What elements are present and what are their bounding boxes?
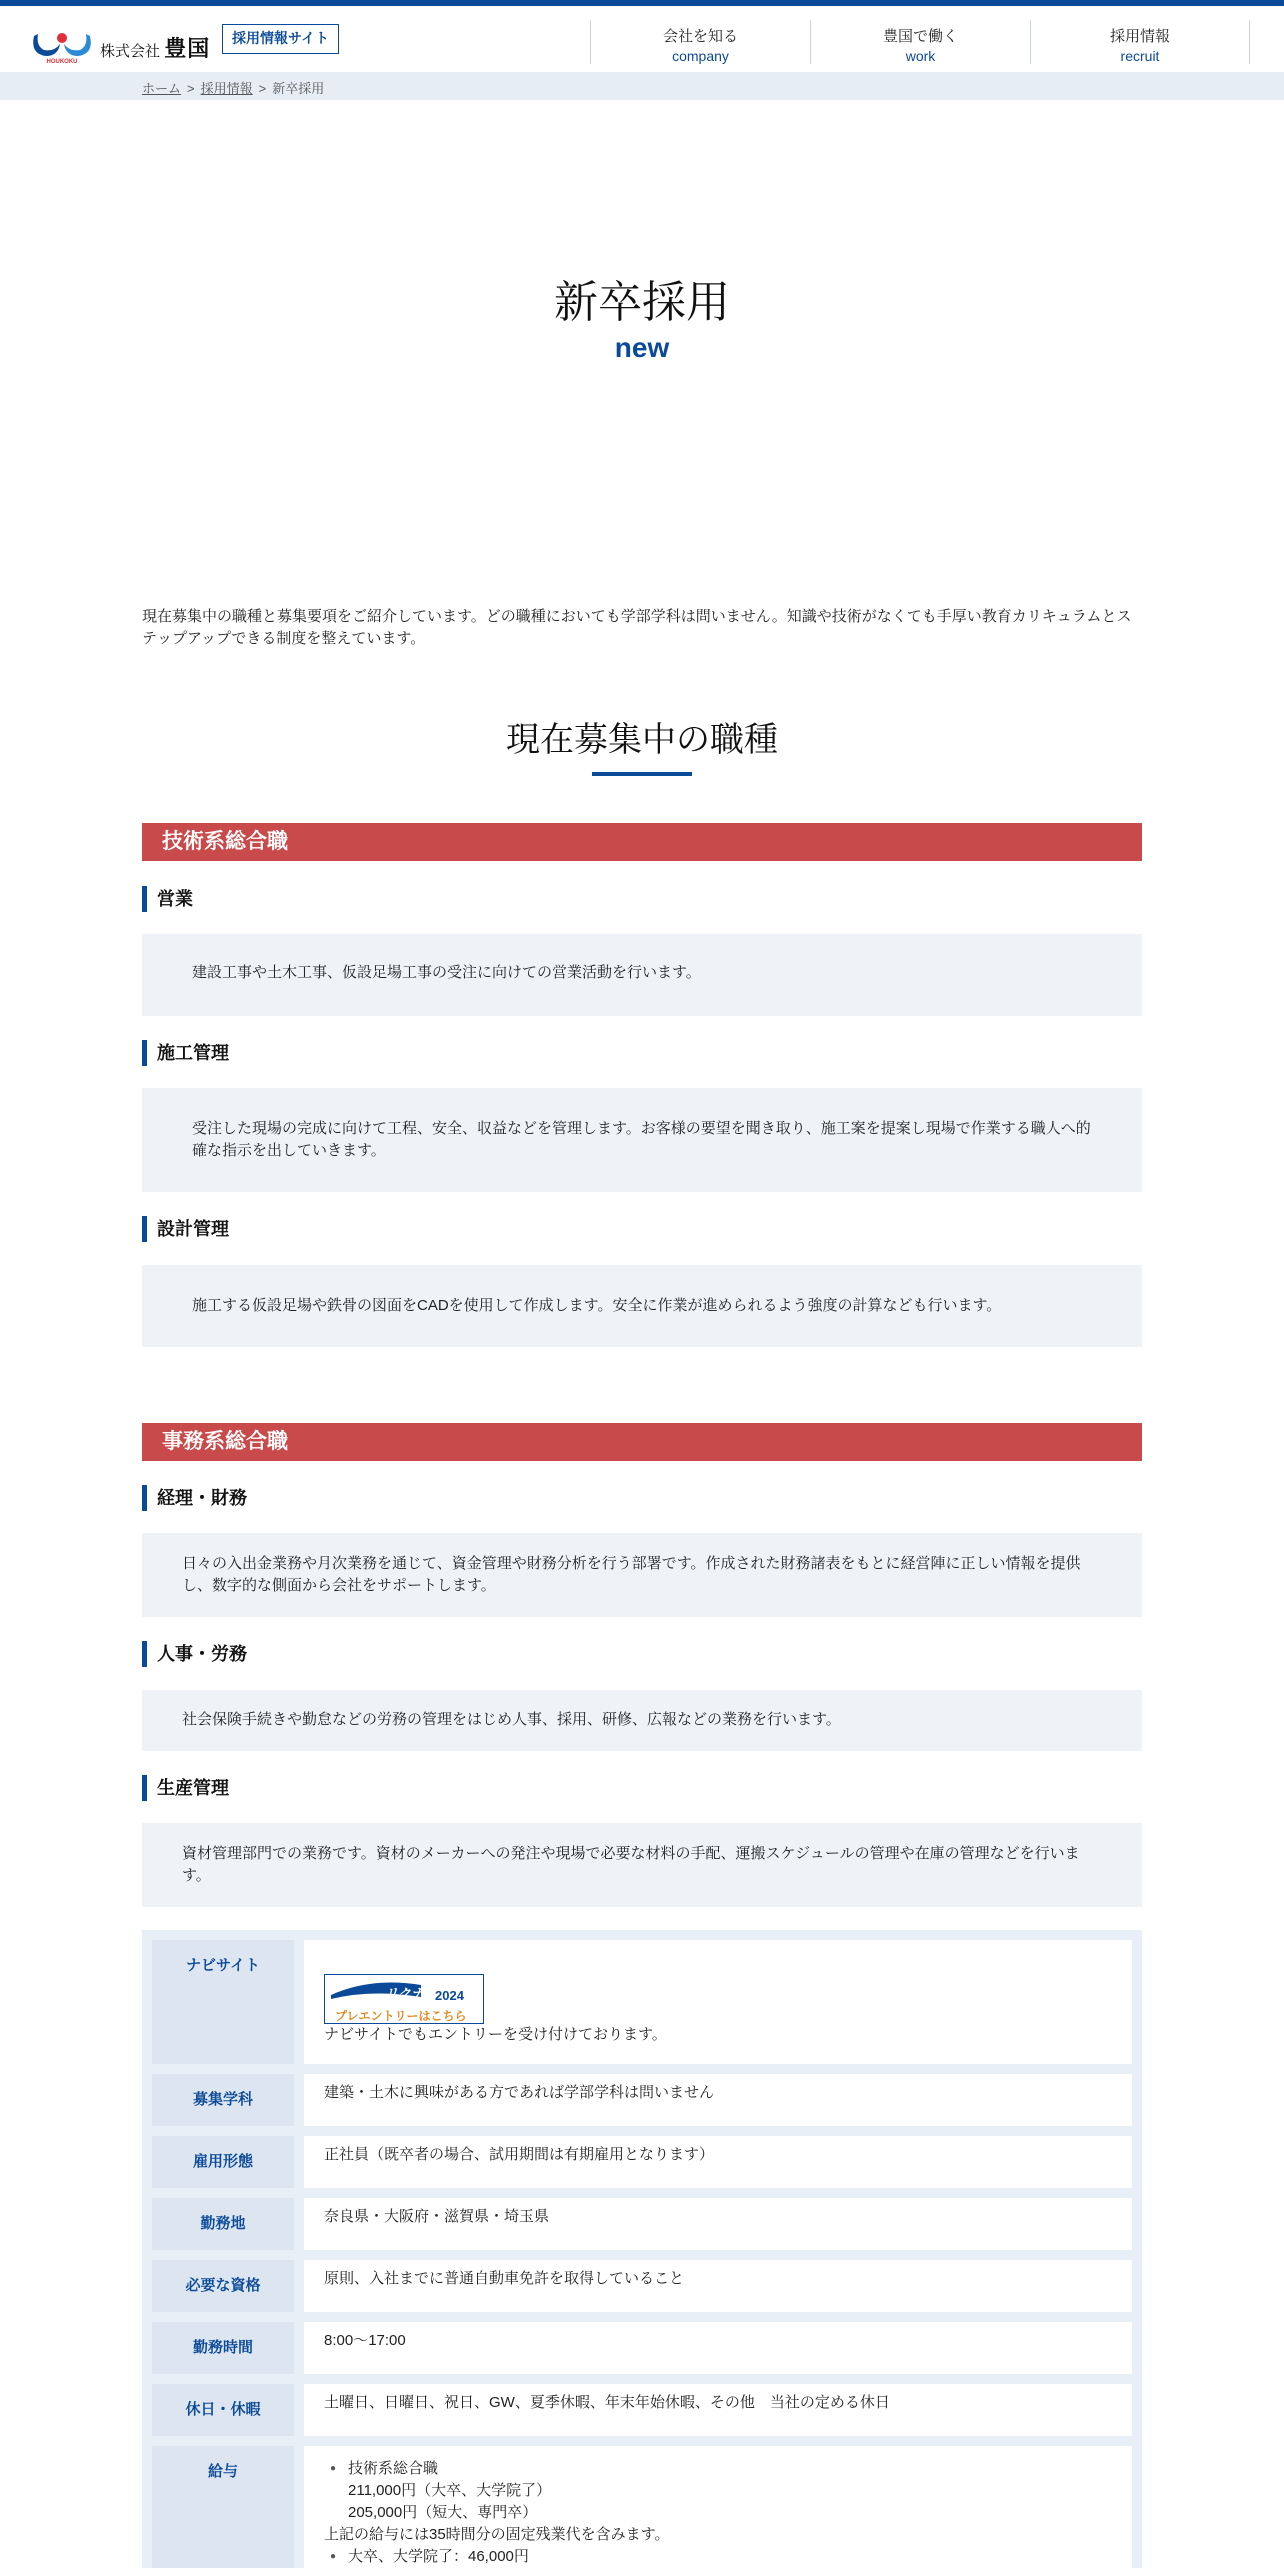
row-label: 必要な資格 xyxy=(152,2260,294,2312)
company-prefix: 株式会社 xyxy=(100,43,161,60)
job-description: 建設工事や土木工事、仮設足場工事の受注に向けての営業活動を行います。 xyxy=(192,964,701,981)
global-nav xyxy=(590,20,1250,64)
job-description-box xyxy=(142,1823,1142,1907)
row-label: 雇用形態 xyxy=(152,2136,294,2188)
salary-line: 211,000円（大卒、大学院了） xyxy=(348,2482,552,2499)
rikunabi-year: 2024 xyxy=(435,1988,464,2003)
row-value: 原則、入社までに普通自動車免許を取得していること xyxy=(304,2260,1132,2312)
job-description-box xyxy=(142,1690,1142,1751)
nav-item-label: 会社を知る xyxy=(662,28,738,45)
breadcrumb-separator: > xyxy=(258,81,267,96)
breadcrumb-bar xyxy=(0,72,1284,100)
nav-item-sublabel: recruit xyxy=(1120,48,1160,64)
site-header xyxy=(0,6,1284,72)
breadcrumb-separator: > xyxy=(187,81,195,96)
salary-note: 上記の給与には35時間分の固定残業代を含みます。 xyxy=(324,2526,670,2543)
recruit-site-badge[interactable]: 採用情報サイト xyxy=(222,24,339,54)
job-description-box xyxy=(142,1265,1142,1347)
page-title: 新卒採用 xyxy=(554,278,730,327)
row-value: 正社員（既卒者の場合、試用期間は有期雇用となります） xyxy=(304,2136,1132,2188)
category-header: 事務系総合職 xyxy=(142,1423,1142,1461)
navi-note: ナビサイトでもエントリーを受け付けております。 xyxy=(324,2026,667,2043)
nav-item-company[interactable] xyxy=(590,20,810,64)
job-title: 施工管理 xyxy=(142,1040,229,1066)
company-name[interactable] xyxy=(100,32,210,63)
table-row xyxy=(152,2322,1132,2374)
page-subtitle: new xyxy=(614,332,670,363)
row-label: 休日・休暇 xyxy=(152,2384,294,2436)
salary-line: 205,000円（短大、専門卒） xyxy=(348,2504,538,2521)
job-title: 設計管理 xyxy=(142,1216,229,1242)
table-row xyxy=(152,1940,1132,2064)
table-row xyxy=(152,2384,1132,2436)
company-name-main: 豊国 xyxy=(164,36,211,62)
job-description: 社会保険手続きや勤怠などの労務の管理をはじめ人事、採用、研修、広報などの業務を行います。 xyxy=(182,1711,841,1728)
salary-list xyxy=(324,2546,1112,2568)
job-description-box xyxy=(142,1533,1142,1617)
logo-mark-text: HOUKOKU xyxy=(46,59,78,64)
salary-list-item: ● 大卒、大学院了：46,000円 xyxy=(324,2546,1112,2568)
breadcrumb-recruit-link[interactable]: 採用情報 xyxy=(200,81,253,96)
nav-item-recruit[interactable] xyxy=(1030,20,1250,64)
nav-item-work[interactable] xyxy=(810,20,1030,64)
breadcrumb-home-link[interactable]: ホーム xyxy=(142,81,182,96)
job-description-box xyxy=(142,934,1142,1016)
job-title: 人事・労務 xyxy=(142,1641,247,1667)
nav-item-sublabel: company xyxy=(672,48,729,64)
rikunabi-logo-text: リクナビ xyxy=(385,1986,437,2001)
rikunabi-entry-banner[interactable] xyxy=(324,1974,484,2024)
row-value: 土曜日、日曜日、祝日、GW、夏季休暇、年末年始休暇、その他 当社の定める休日 xyxy=(304,2384,1132,2436)
rikunabi-entry-text: プレエントリーはこちら xyxy=(335,2009,467,2023)
job-description: 受注した現場の完成に向けて工程、安全、収益などを管理します。お客様の要望を聞き取り、施工案を提案し現場で作業する職人へ的確な指示を出していきます。 xyxy=(192,1120,1091,1159)
job-description: 施工する仮設足場や鉄骨の図面をCADを使用して作成します。安全に作業が進められるよう強度の計算なども行います。 xyxy=(192,1297,1002,1314)
breadcrumb-current: 新卒採用 xyxy=(272,81,325,96)
company-logo-icon[interactable] xyxy=(28,18,96,64)
job-description-box xyxy=(142,1088,1142,1192)
table-row xyxy=(152,2198,1132,2250)
nav-item-label: 採用情報 xyxy=(1109,28,1170,45)
row-value xyxy=(304,2446,1132,2568)
breadcrumb xyxy=(142,78,324,97)
nav-item-label: 豊国で働く xyxy=(882,28,958,45)
row-label: 勤務地 xyxy=(152,2198,294,2250)
section-title: 現在募集中の職種 xyxy=(506,721,778,759)
job-description: 資材管理部門での業務です。資材のメーカーへの発注や現場で必要な材料の手配、運搬スケジュールの管理や在庫の管理などを行います。 xyxy=(182,1845,1080,1884)
table-row xyxy=(152,2260,1132,2312)
row-value: 建築・土木に興味がある方であれば学部学科は問いません xyxy=(304,2074,1132,2126)
salary-category: 技術系総合職 xyxy=(348,2460,439,2477)
category-header: 技術系総合職 xyxy=(142,823,1142,861)
salary-list xyxy=(324,2458,1112,2524)
row-label: 給与 xyxy=(152,2446,294,2568)
table-row xyxy=(152,2446,1132,2568)
section-title-underline xyxy=(592,772,692,776)
row-label: ナビサイト xyxy=(152,1940,294,2064)
salary-list-item xyxy=(324,2458,1112,2524)
table-row xyxy=(152,2074,1132,2126)
job-description: 日々の入出金業務や月次業務を通じて、資金管理や財務分析を行う部署です。作成された財務諸表をもとに経営陣に正しい情報を提供し、数字的な側面から会社をサポートします。 xyxy=(182,1555,1081,1594)
intro-text: 現在募集中の職種と募集要項をご紹介しています。どの職種においても学部学科は問いません。知識や技術がなくても手厚い教育カリキュラムとステップアップできる制度を整えています。 xyxy=(142,608,1132,647)
row-value: 8:00～17:00 xyxy=(304,2322,1132,2374)
job-title: 生産管理 xyxy=(142,1775,229,1801)
row-value xyxy=(304,1940,1132,2064)
job-title: 営業 xyxy=(142,886,193,912)
row-label: 勤務時間 xyxy=(152,2322,294,2374)
row-label: 募集学科 xyxy=(152,2074,294,2126)
row-value: 奈良県・大阪府・滋賀県・埼玉県 xyxy=(304,2198,1132,2250)
requirements-table xyxy=(142,1930,1142,2568)
job-title: 経理・財務 xyxy=(142,1485,247,1511)
nav-item-sublabel: work xyxy=(905,48,936,64)
table-row xyxy=(152,2136,1132,2188)
